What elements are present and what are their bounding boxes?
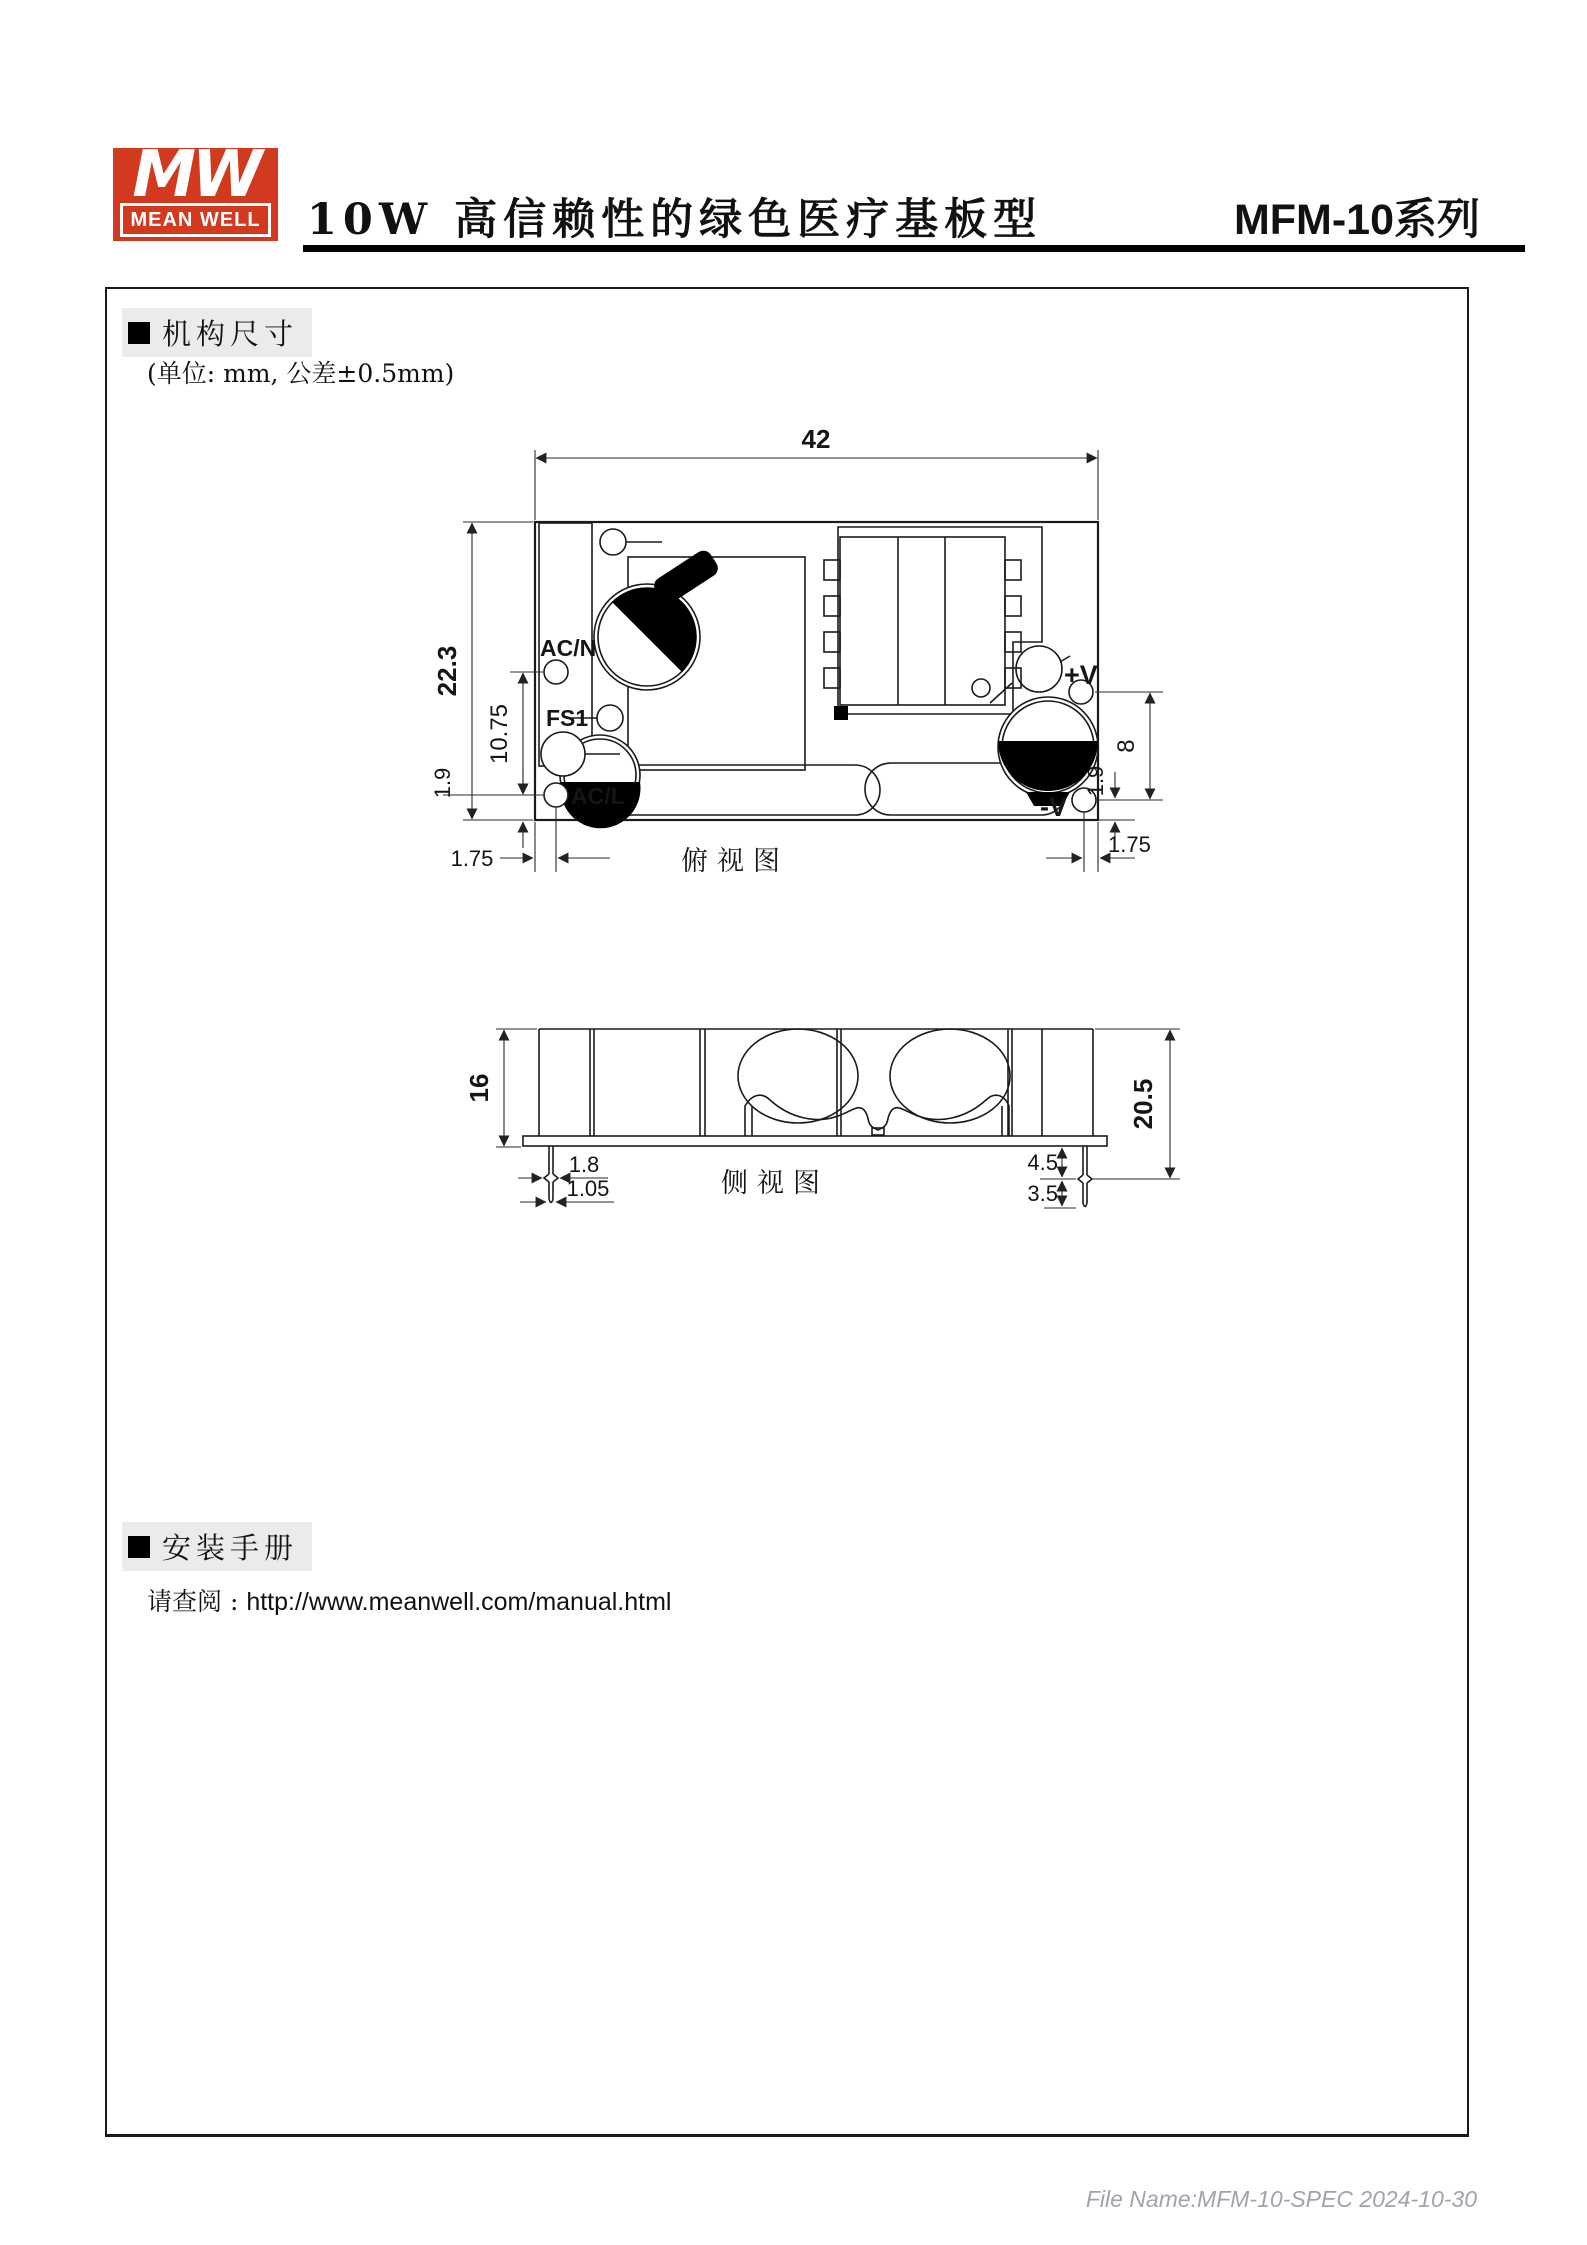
dim-acl-edge: 1.9	[430, 767, 455, 799]
top-view-caption: 俯视图	[681, 846, 789, 877]
units-note: (单位: mm, 公差±0.5mm)	[147, 359, 455, 388]
dim-board-width: 42	[801, 424, 831, 454]
series-name: MFM-10系列	[1233, 196, 1480, 244]
meanwell-logo	[113, 138, 278, 241]
dim-overall-height: 20.5	[1128, 1078, 1158, 1130]
section-heading-text: 安装手册	[162, 1531, 299, 1565]
pin-acl	[544, 783, 568, 807]
pin-right	[1078, 1146, 1092, 1207]
dim-right-inset: 1.75	[1108, 832, 1151, 857]
dim-board-height: 22.3	[432, 645, 462, 697]
dim-comp-height: 16	[464, 1073, 494, 1103]
label-vplus: +V	[1064, 660, 1098, 690]
side-view-caption: 侧视图	[721, 1168, 829, 1199]
manual-note	[147, 1582, 672, 1618]
title-rule	[303, 245, 1525, 252]
manual-url-link[interactable]: http://www.meanwell.com/manual.html	[246, 1588, 672, 1616]
section-heading-mechanical	[122, 308, 312, 357]
section-marker-icon	[128, 322, 150, 344]
mount-hole-top	[600, 529, 626, 555]
pin-left	[544, 1146, 558, 1203]
pcb-side	[523, 1136, 1107, 1146]
label-acn: AC/N	[540, 635, 597, 661]
manual-prefix: 请查阅 :	[147, 1587, 247, 1616]
dim-tip-length: 3.5	[1027, 1181, 1058, 1206]
dim-shoulder-offset: 4.5	[1027, 1150, 1058, 1175]
fuse-fs1	[541, 732, 585, 776]
dim-lines-width	[535, 450, 1098, 520]
capacitor-silhouettes	[738, 1029, 1010, 1136]
pin-acn	[544, 660, 568, 684]
dim-pin-tip: 1.05	[566, 1176, 610, 1201]
file-info: File Name:MFM-10-SPEC 2024-10-30	[1085, 2186, 1477, 2212]
dim-left-inset: 1.75	[450, 846, 494, 871]
dim-input-pitch: 10.75	[486, 703, 513, 765]
section-heading-installation	[122, 1522, 312, 1571]
top-view-drawing	[410, 420, 1200, 890]
section-heading-text: 机构尺寸	[162, 317, 299, 351]
dim-lines-comp-height	[496, 1029, 537, 1147]
logo-monogram: MW	[132, 138, 259, 212]
section-marker-icon	[128, 1536, 150, 1558]
page-title: 10W 高信赖性的绿色医疗基板型	[307, 195, 1043, 245]
logo-caption: MEAN WELL	[120, 203, 271, 237]
side-view-drawing	[430, 990, 1200, 1240]
dim-vminus-edge: 1.9	[1083, 765, 1108, 797]
label-acl: AC/L	[571, 783, 625, 809]
dim-output-pitch: 8	[1113, 739, 1140, 753]
mount-hole-right	[1016, 646, 1062, 692]
mount-hole-mid	[597, 705, 623, 731]
label-vminus: -V	[1040, 792, 1067, 822]
output-assembly-outline	[838, 527, 1042, 714]
dim-pin-shoulder: 1.8	[568, 1152, 600, 1177]
label-fs1: FS1	[546, 705, 589, 731]
fiducial-square	[834, 706, 848, 720]
bulk-capacitor	[594, 547, 721, 690]
